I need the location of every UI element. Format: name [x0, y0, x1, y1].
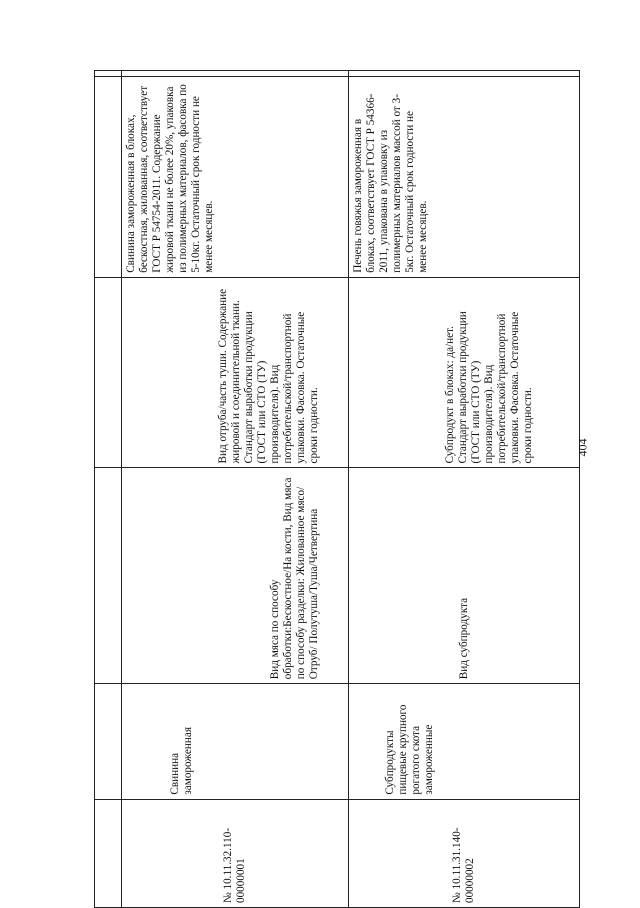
requirement-cell: [349, 77, 580, 278]
item-attr-desc: Субпродукт в блоках: да/нет. Стандарт выработки продукции (ГОСТ или СТО (ТУ) производителя). Вид потребительской/транспортной упаковки. Фасовка. Остаточные сроки годности.: [444, 311, 534, 464]
header-cell: [95, 277, 122, 468]
item-name: Субпродукты пищевые крупного рогатого скота замороженные: [384, 704, 435, 795]
item-requirement: Печень говяжья замороженная в блоках, соответствует ГОСТ Р 54366-2011, упакована в упаковку из полимерных материалов массой от 3-5кг. Остаточный срок годности не менее месяцев.: [352, 93, 429, 273]
item-requirement: Свинина замороженная в блоках, бескостная, жилованная, соответствует ГОСТ Р 54754-2011. Содержание жировой ткани не более 20%, упаковка из полимерных материалов, фасовка по 5-10кг. Остаточный срок годности не менее месяцев.: [125, 84, 215, 273]
code-cell: [349, 799, 580, 907]
item-name: Свинина замороженная: [169, 727, 194, 795]
attr-desc-cell: [349, 277, 580, 468]
page-number: 404: [575, 438, 590, 457]
attr-title-cell: [122, 468, 349, 684]
header-cell: [95, 71, 122, 77]
table-header-row: [95, 71, 122, 908]
header-cell: [95, 77, 122, 278]
spacer-cell: [349, 71, 580, 77]
item-code: № 10.11.31.140-00000002: [451, 827, 476, 903]
header-cell: [95, 799, 122, 907]
name-cell: [122, 684, 349, 799]
attr-title-cell: [349, 468, 580, 684]
header-cell: [95, 468, 122, 684]
table-row: [122, 71, 349, 908]
item-attr-title: Вид мяса по способу обработки:Бескостное/На кости, Вид мяса по способу разделки: Жилованное мясо/Отруб/ Полутуша/Туша/Четвертина: [269, 477, 320, 680]
item-attr-desc: Вид отруба/часть туши. Содержание жировой и соединительной ткани. Стандарт выработки продукции (ГОСТ или СТО (ТУ) производителя). Вид потребительской/транспортной упаковки. Фасовка. Остаточные сроки годности.: [217, 288, 320, 464]
code-cell: [122, 799, 349, 907]
spec-table: [94, 70, 580, 908]
item-attr-title: Вид субпродукта: [457, 597, 470, 680]
item-code: № 10.11.32.110-00000001: [222, 827, 247, 903]
name-cell: [349, 684, 580, 799]
table-canvas: [94, 70, 566, 908]
header-cell: [95, 684, 122, 799]
attr-desc-cell: [122, 277, 349, 468]
table-row: [349, 71, 580, 908]
spacer-cell: [122, 71, 349, 77]
requirement-cell: [122, 77, 349, 278]
